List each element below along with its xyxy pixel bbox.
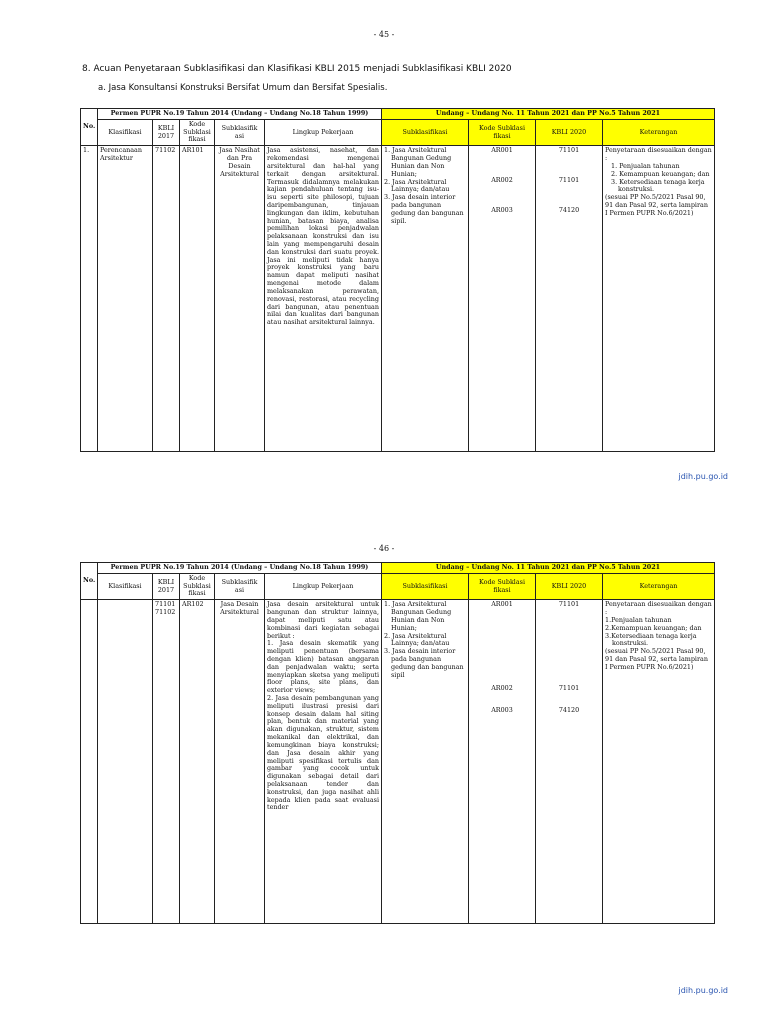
keterangan-note: (sesuai PP No.5/2021 Pasal 90, 91 dan Pasal 92, serta lampiran I Permen PUPR No.6/2021)	[605, 193, 708, 217]
row-no: 1.	[81, 146, 98, 452]
row-kode-subklasifikasi: AR101	[180, 146, 215, 452]
kbli-value: 74120	[558, 205, 580, 214]
lingkup-item: 1. Jasa desain skematik yang meliputi penentuan (bersama dengan klien) batasan anggaran dan penjadwalan waktu; serta menyiapkan sketsa yang meliputi floor plans, site plans, dan exterior views;	[267, 639, 379, 695]
footer-link[interactable]: jdih.pu.go.id	[678, 472, 728, 481]
page-46	[0, 510, 768, 1024]
list-item: 1.Penjualan tahunan	[605, 615, 672, 624]
table-row	[81, 600, 715, 924]
header-kbli-2020: KBLI 2020	[536, 573, 603, 599]
list-item: 3. Ketersediaan tenaga kerja konstruksi.	[611, 177, 705, 194]
row-kode-subklasifikasi: AR102	[180, 600, 215, 924]
kbli-value: 74120	[558, 705, 580, 714]
list-item: 1. Jasa Arsitektural Bangunan Gedung Hunian dan Non Hunian;	[384, 146, 452, 178]
kbli-value: 71101	[558, 684, 580, 693]
kode-value: AR001	[491, 600, 513, 609]
row-no	[81, 600, 98, 924]
list-item: 2. Jasa Arsitektural Lainnya; dan/atau	[384, 631, 450, 648]
row-klasifikasi	[98, 600, 153, 924]
keterangan-note: (sesuai PP No.5/2021 Pasal 90, 91 dan Pasal 92, serta lampiran I Permen PUPR No.6/2021)	[605, 647, 708, 671]
header-klasifikasi: Klasifikasi	[98, 573, 153, 599]
keterangan-intro: Penyetaraan disesuaikan dengan :	[605, 146, 712, 163]
row-kode-right	[469, 600, 536, 924]
row-subklasifikasi: Jasa Nasihat dan Pra Desain Arsitektural	[215, 146, 265, 452]
header-kbli-2017: KBLI 2017	[153, 119, 180, 145]
page-number: - 45 -	[373, 30, 395, 39]
row-subklasifikasi: Jasa Desain Arsitektural	[215, 600, 265, 924]
header-kode-subklasifikasi: Kode Subklasi fikasi	[180, 119, 215, 145]
classification-table	[80, 562, 715, 924]
list-item: 2. Kemampuan keuangan; dan	[611, 169, 710, 178]
header-kode-subklasifikasi-right: Kode Subklasi fikasi	[469, 573, 536, 599]
list-item: 3.Ketersediaan tenaga kerja konstruksi.	[605, 631, 697, 648]
kbli-value: 71101	[558, 600, 580, 609]
kode-value: AR002	[491, 684, 513, 693]
header-subklasifikasi-right: Subklasifikasi	[382, 573, 469, 599]
header-subklasifikasi-right: Subklasifikasi	[382, 119, 469, 145]
header-keterangan: Keterangan	[603, 119, 715, 145]
row-kbli-2017: 71101 71102	[153, 600, 180, 924]
section-subtitle: a. Jasa Konsultansi Konstruksi Bersifat Umum dan Bersifat Spesialis.	[98, 83, 388, 93]
kode-value: AR002	[491, 176, 513, 185]
keterangan-intro: Penyetaraan disesuaikan dengan :	[605, 600, 712, 617]
header-no: No.	[81, 563, 98, 600]
row-lingkup-pekerjaan: Jasa asistensi, nasehat, dan rekomendasi mengenai arsitektural dan hal-hal yang terkait dengan arsitektural. Termasuk didalamnya melakukan kajian pendahuluan tentang isu-isu seperti site philosopi, tujuan daripembangunan, tinjauan lingkungan dan iklim, kebutuhan hunian, batasan biaya, analisa pemilihan lokasi penjadwalan pelaksanaan konstruksi dan isu lain yang mempengaruhi desain dan konstruksi dari suatu proyek. Jasa ini meliputi tidak hanya proyek konstruksi yang baru namun dapat meliputi nasihat mengenai metode dalam melaksanakan perawatan, renovasi, restorasi, atau recycling dari bangunan, atau penentuan nilai dan kualitas dari bangunan atau nasihat arsitektural lainnya.	[265, 146, 382, 452]
row-klasifikasi: Perencanaan Arsitektur	[98, 146, 153, 452]
header-klasifikasi: Klasifikasi	[98, 119, 153, 145]
header-no: No.	[81, 109, 98, 146]
row-lingkup-pekerjaan	[265, 600, 382, 924]
row-kode-right	[469, 146, 536, 452]
list-item: 2.Kemampuan keuangan; dan	[605, 623, 702, 632]
row-subklasifikasi-right	[382, 146, 469, 452]
header-lingkup-pekerjaan: Lingkup Pekerjaan	[265, 573, 382, 599]
header-lingkup-pekerjaan: Lingkup Pekerjaan	[265, 119, 382, 145]
row-kbli-2020	[536, 600, 603, 924]
classification-table	[80, 108, 715, 452]
header-subklasifikasi-left: Subklasifik asi	[215, 573, 265, 599]
list-item: 3. Jasa desain interior pada bangunan gedung dan bangunan sipil	[384, 647, 464, 679]
header-left-group: Permen PUPR No.19 Tahun 2014 (Undang – Undang No.18 Tahun 1999)	[98, 109, 382, 120]
table-row	[81, 146, 715, 452]
row-kbli-2020	[536, 146, 603, 452]
list-item: 3. Jasa desain interior pada bangunan gedung dan bangunan sipil.	[384, 193, 464, 225]
kode-value: AR001	[491, 146, 513, 155]
row-kbli-2017: 71102	[153, 146, 180, 452]
list-item: 1. Penjualan tahunan	[611, 161, 680, 170]
header-kbli-2020: KBLI 2020	[536, 119, 603, 145]
header-right-group: Undang – Undang No. 11 Tahun 2021 dan PP No.5 Tahun 2021	[382, 109, 715, 120]
header-kbli-2017: KBLI 2017	[153, 573, 180, 599]
page-number: - 46 -	[373, 544, 395, 553]
row-keterangan	[603, 146, 715, 452]
section-title: 8. Acuan Penyetaraan Subklasifikasi dan Klasifikasi KBLI 2015 menjadi Subklasifikasi KBLI 2020	[82, 64, 512, 74]
kbli-value: 71101	[558, 146, 580, 155]
kode-value: AR003	[491, 705, 513, 714]
kode-value: AR003	[491, 205, 513, 214]
row-keterangan	[603, 600, 715, 924]
kbli-value: 71101	[558, 176, 580, 185]
header-subklasifikasi-left: Subklasifik asi	[215, 119, 265, 145]
header-right-group: Undang – Undang No. 11 Tahun 2021 dan PP No.5 Tahun 2021	[382, 563, 715, 574]
footer-link[interactable]: jdih.pu.go.id	[678, 986, 728, 995]
header-keterangan: Keterangan	[603, 573, 715, 599]
page-45	[0, 0, 768, 500]
header-kode-subklasifikasi: Kode Subklasi fikasi	[180, 573, 215, 599]
lingkup-item: 2. Jasa desain pembangunan yang meliputi ilustrasi presisi dari konsep desain dalam hal siting plan, bentuk dan material yang akan digunakan, struktur, sistem mekanikal dan elektrikal, dan kemungkinan biaya konstruksi; dan Jasa desain akhir yang meliputi spesifikasi tertulis dan gambar yang cocok untuk digunakan sebagai detail dari pelaksanaan tender dan konstruksi, dan juga nasihat ahli kepada klien pada saat evaluasi tender	[267, 694, 379, 812]
list-item: 2. Jasa Arsitektural Lainnya; dan/atau	[384, 177, 450, 194]
row-subklasifikasi-right	[382, 600, 469, 924]
header-left-group: Permen PUPR No.19 Tahun 2014 (Undang – Undang No.18 Tahun 1999)	[98, 563, 382, 574]
list-item: 1. Jasa Arsitektural Bangunan Gedung Hunian dan Non Hunian;	[384, 600, 452, 632]
lingkup-intro: Jasa desain arsitektural untuk bangunan dan struktur lainnya, dapat meliputi satu atau kombinasi dari kegiatan sebagai berikut :	[267, 600, 379, 640]
header-kode-subklasifikasi-right: Kode Subklasi fikasi	[469, 119, 536, 145]
